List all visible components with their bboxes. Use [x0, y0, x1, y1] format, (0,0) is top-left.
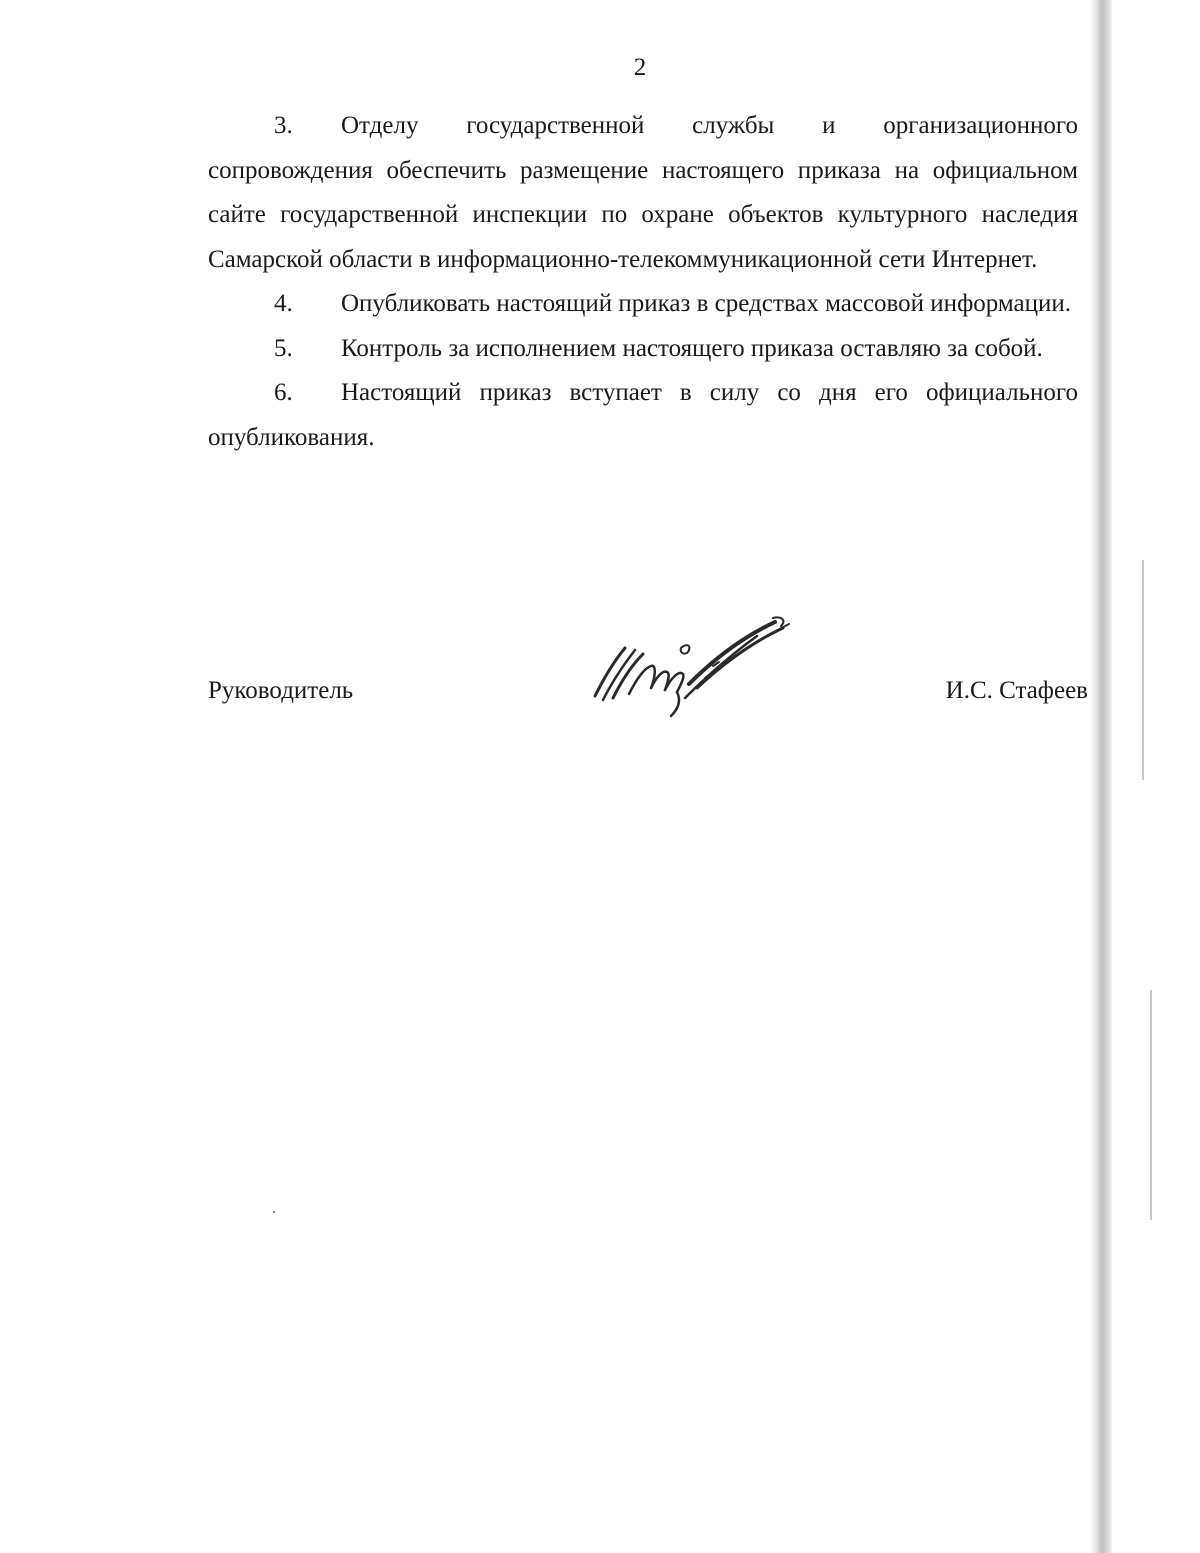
- paragraph-number: 4.: [274, 290, 293, 317]
- paragraph-5: [208, 327, 1078, 372]
- scan-speck: [273, 1211, 275, 1213]
- paragraph-number: 5.: [274, 334, 293, 362]
- paragraph-4: [208, 282, 1078, 327]
- paragraph-number: 3.: [274, 112, 293, 139]
- signatory-position: Руководитель: [208, 677, 354, 704]
- paragraph-number: 6.: [274, 379, 293, 406]
- paragraph-text: Контроль за исполнением настоящего приказа оставляю за собой.: [341, 334, 1043, 362]
- paragraph-text: Отделу государственной службы и организационного сопровождения обеспечить размещение настоящего приказа на официальном сайте государственной инспекции по охране объектов культурного наследия Самарской области в информационно-телекоммуникационной сети Интернет.: [208, 112, 1078, 273]
- paragraph-text: Настоящий приказ вступает в силу со дня его официального опубликования.: [208, 379, 1078, 451]
- scan-artifact-line: [1142, 560, 1144, 780]
- signatory-name: И.С. Стафеев: [945, 677, 1088, 704]
- scan-edge-shadow: [1090, 0, 1112, 1553]
- document-body: [208, 104, 1078, 460]
- scan-artifact-line: [1150, 990, 1152, 1220]
- handwritten-signature: [585, 608, 795, 723]
- page-number: 2: [633, 54, 647, 81]
- paragraph-6: [208, 371, 1078, 460]
- paragraph-text: Опубликовать настоящий приказ в средствах массовой информации.: [341, 290, 1072, 317]
- paragraph-3: [208, 104, 1078, 282]
